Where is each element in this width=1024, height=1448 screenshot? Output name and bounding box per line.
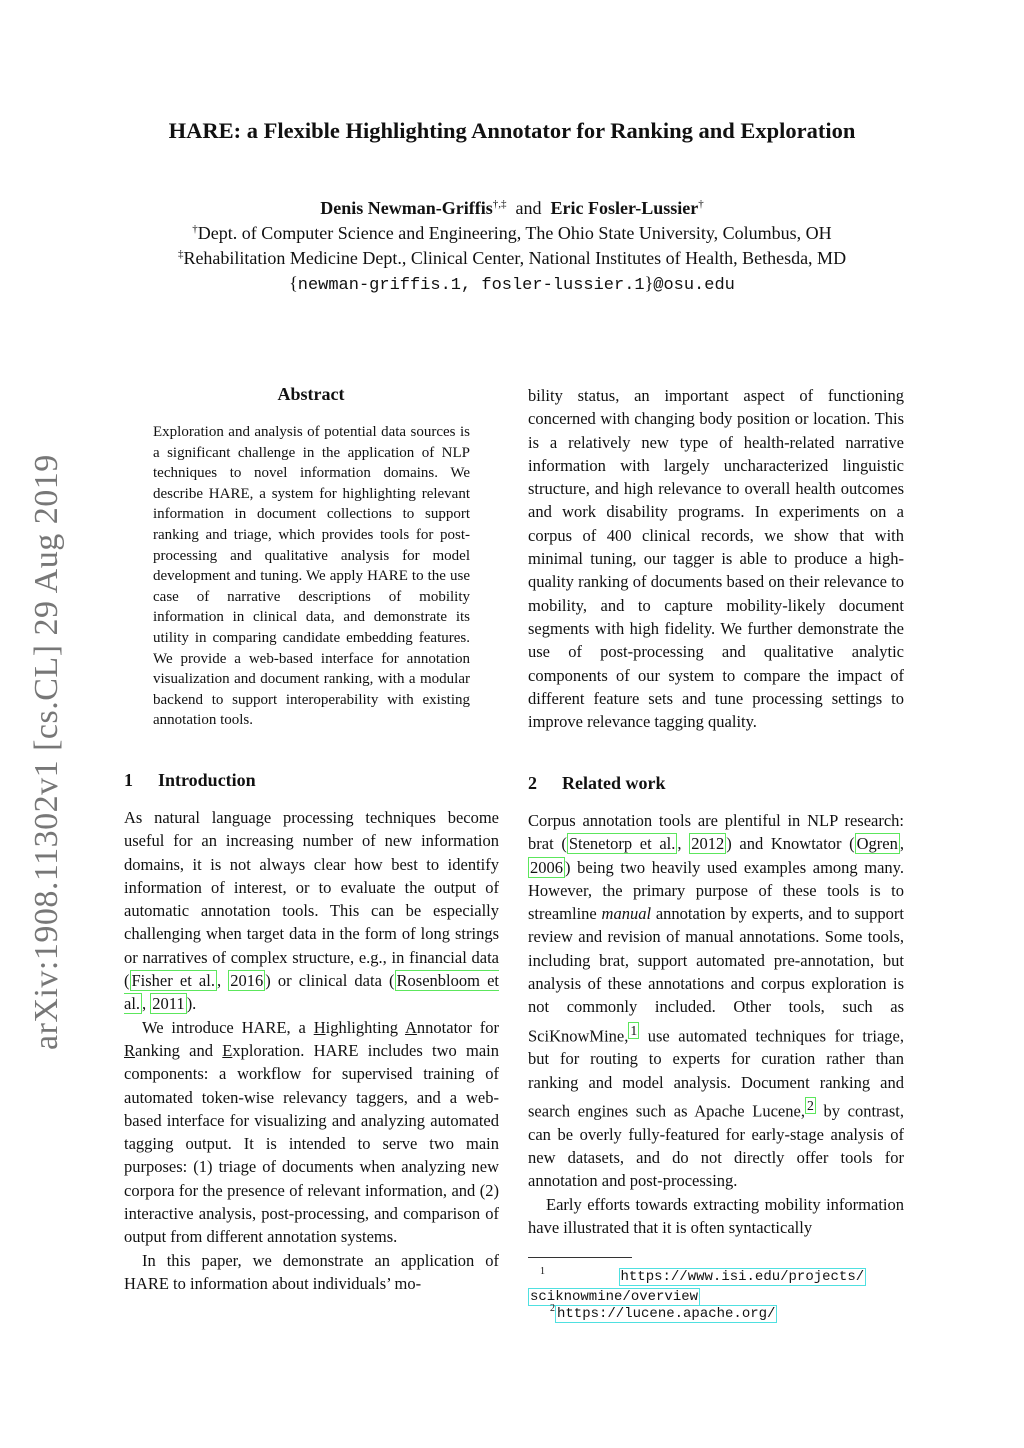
citation-link[interactable]: Stenetorp et al. [568, 834, 676, 854]
email-domain: @osu.edu [653, 276, 735, 295]
right-column-continuation [528, 384, 904, 733]
text-run: , [142, 994, 151, 1014]
footnote-mark: 1 [540, 1266, 545, 1277]
citation-year-link[interactable]: 2006 [530, 857, 563, 877]
affiliation-1-mark: † [192, 223, 198, 235]
text-run: xploration. HARE includes two main components: a workflow for supervised training of automated token-wise relevancy taggers, and a web-based interface for visualizing and analyzing automated tagging output. It is intended to serve two main purposes: (1) triage of documents when analyzing new corpora for the presence of relevant information, and (2) interactive analysis, post-processing, and comparison of output from different annotation systems. [124, 1040, 500, 1247]
citation-year-link[interactable]: 2011 [152, 994, 185, 1014]
email-names: newman-griffis.1, fosler-lussier.1 [297, 276, 645, 295]
affiliation-1 [0, 221, 1024, 246]
citation-link[interactable]: Ogren [856, 834, 898, 854]
email-brace-open: { [289, 273, 298, 293]
footnote-mark: 2 [550, 1303, 555, 1314]
acronym-letter: H [313, 1017, 326, 1037]
section-heading-related-work [528, 773, 665, 794]
author-emails[interactable] [0, 271, 1024, 298]
affiliation-1-text: Dept. of Computer Science and Engineering, The Ohio State University, Columbus, OH [197, 223, 832, 243]
emphasis: manual [601, 904, 652, 924]
section-number: 1 [124, 770, 133, 790]
paragraph [124, 1016, 499, 1249]
paragraph [124, 806, 499, 1016]
text-run: nnotator for [416, 1017, 499, 1037]
author-conjunction: and [515, 198, 542, 218]
footnote-link-2[interactable]: 2 [806, 1098, 814, 1114]
arxiv-sidebar-stamp: arXiv:1908.11302v1 [cs.CL] 29 Aug 2019 [28, 454, 65, 1050]
footnote-url[interactable]: https://www.isi.edu/projects/ [620, 1268, 865, 1285]
author-2: Eric Fosler-Lussier [550, 198, 699, 218]
affiliation-2 [0, 246, 1024, 271]
author-block [0, 196, 1024, 298]
acronym-letter: E [222, 1040, 233, 1060]
email-brace-close: } [644, 273, 654, 293]
paragraph: bility status, an important aspect of functioning concerned with changing body position or location. This is a relatively new type of health-related narrative information with largely uncharacterized linguistic structure, and high relevance to overall health outcomes and work disability programs. In experiments on a corpus of 400 clinical records, we show that with minimal tuning, our tagger is able to produce a high-quality ranking of documents based on their relevance to mobility, and to capture mobility-likely document segments with high fidelity. We further demonstrate the use of post-processing and qualitative analytic components of our system to compare the impact of different feature sets and tune processing settings to improve relevance tagging quality. [528, 386, 904, 732]
related-work-body [528, 809, 904, 1239]
text-run: by contrast, can be overly fully-featured for early-stage analysis of new datasets, and do not directly offer tools for annotation and post-processing. [528, 1101, 904, 1191]
text-run: Corpus annotation tools are plentiful in NLP research: brat ( [528, 811, 904, 854]
citation-year-link[interactable]: 2012 [691, 834, 725, 854]
author-1: Denis Newman-Griffis [320, 198, 493, 218]
citation-link[interactable]: Rosenbloom et al. [124, 971, 500, 1014]
footnote-divider [528, 1257, 632, 1258]
footnote-url[interactable]: sciknowmine/overview [530, 1288, 699, 1305]
affiliation-2-mark: ‡ [177, 248, 184, 260]
text-run: use automated techniques for triage, but for routing to experts for curation rather than ranking and model analysis. Document ranking and search engines such as Apache Lucene, [528, 1026, 904, 1121]
paper-title: HARE: a Flexible Highlighting Annotator for Ranking and Exploration [168, 118, 856, 143]
text-run: , [899, 834, 904, 854]
text-run: ) being two heavily used examples among many. However, the primary purpose of these tools is to streamline [528, 857, 904, 924]
abstract-text: Exploration and analysis of potential data sources is a significant challenge in the application of NLP techniques to novel information domains. We describe HARE, a system for highlighting relevant information in document collections to support ranking and triage, which provides tools for post-processing and qualitative analysis for model development and tuning. We apply HARE to the use case of narrative descriptions of mobility information in clinical data, and demonstrate its utility in comparing candidate embedding features. We provide a web-based interface for annotation visualization and document ranking, with a modular backend to support interoperability with existing annotation tools. [153, 424, 470, 729]
text-run: ighlighting [325, 1017, 405, 1037]
acronym-letter: R [124, 1040, 136, 1060]
footnote-2 [550, 1299, 777, 1324]
introduction-body [124, 806, 499, 1295]
text-run: , [677, 834, 690, 854]
text-run: anking and [135, 1040, 223, 1060]
text-run: ) or clinical data ( [265, 971, 395, 991]
paragraph: Early efforts towards extracting mobility information have illustrated that it is often syntactically [528, 1194, 904, 1238]
text-run: , [216, 971, 229, 991]
text-run: annotation by experts, and to support review and revision of manual annotations. Some tools, including brat, support automated pre-annotation, but analysis of these annotations and corpus exploration is not commonly included. Other tools, such as SciKnowMine, [528, 904, 904, 1046]
section-heading-introduction [124, 770, 256, 791]
paragraph: In this paper, we demonstrate an application of HARE to information about individuals’ mo- [124, 1250, 499, 1293]
citation-year-link[interactable]: 2016 [230, 971, 264, 991]
abstract-heading: Abstract [277, 384, 345, 404]
text-run: As natural language processing techniques become useful for an increasing number of new information domains, it is not always clear how best to identify information of interest, or to evaluate the output of automatic annotation tools. This can be especially challenging when target data in the form of long strings or narratives of complex structure, e.g., in financial data ( [124, 808, 499, 991]
text-run: ). [186, 994, 197, 1014]
acronym-letter: A [404, 1017, 417, 1037]
paragraph [528, 809, 904, 1193]
author-2-affiliation-marks: † [698, 198, 704, 210]
author-names [0, 196, 1024, 221]
text-run: We introduce HARE, a [142, 1017, 314, 1037]
affiliation-2-text: Rehabilitation Medicine Dept., Clinical Center, National Institutes of Health, Bethesda, MD [183, 248, 847, 268]
section-title: Introduction [158, 770, 256, 790]
citation-link[interactable]: Fisher et al. [131, 971, 215, 991]
section-title: Related work [562, 773, 666, 793]
footnote-link-1[interactable]: 1 [630, 1022, 638, 1038]
footnote-url[interactable]: https://lucene.apache.org/ [557, 1305, 776, 1322]
section-number: 2 [528, 773, 537, 793]
author-1-affiliation-marks: †,‡ [492, 198, 507, 210]
text-run: ) and Knowtator ( [726, 834, 855, 854]
